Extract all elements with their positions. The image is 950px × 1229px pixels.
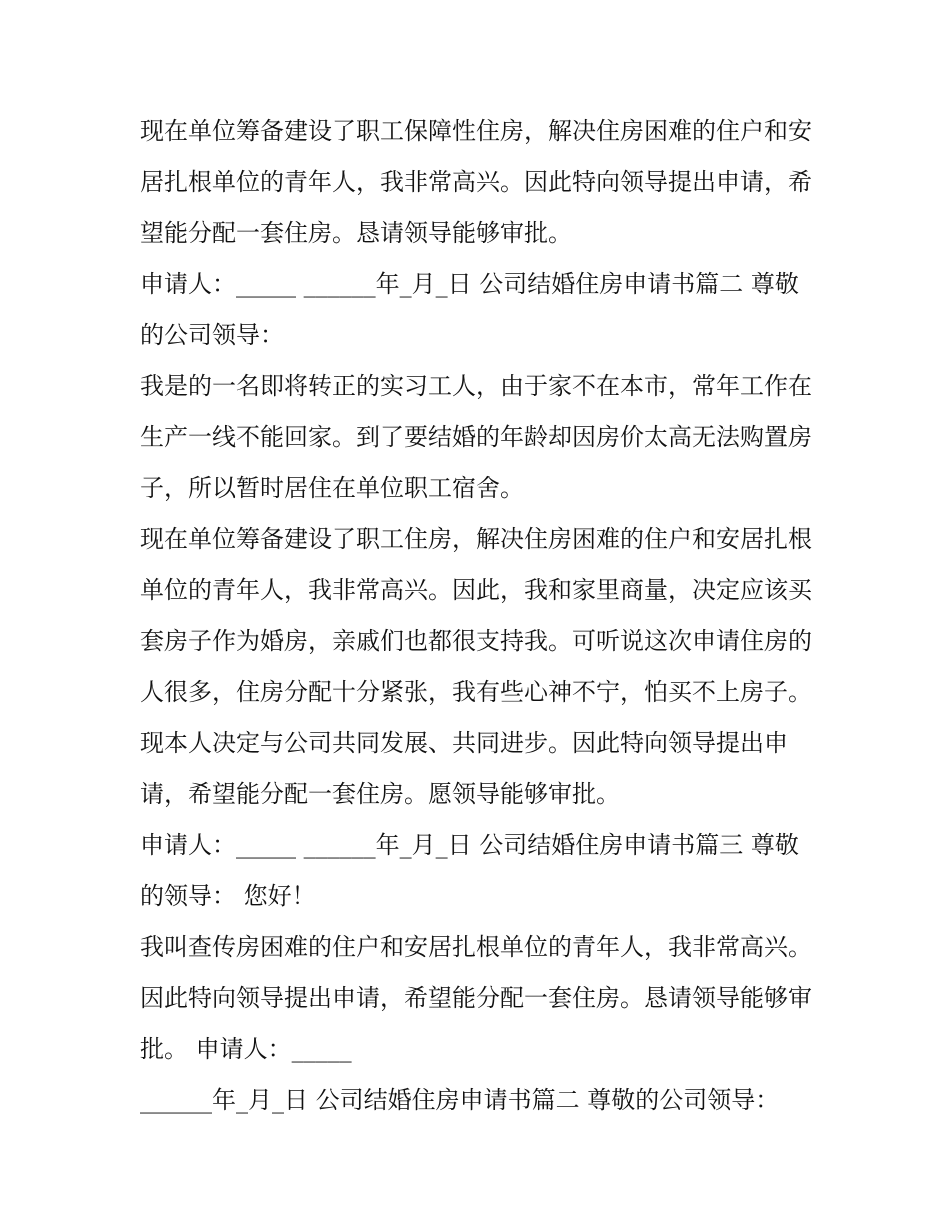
paragraph-6: 我叫查传房困难的住户和安居扎根单位的青年人，我非常高兴。因此特向领导提出申请，希望能分配一套住房。恳请领导能够审批。 申请人：_____ bbox=[140, 933, 812, 1063]
paragraph-5: 申请人：_____ ______年_月_日 公司结婚住房申请书篇三 尊敬的领导： 您好！ bbox=[140, 831, 799, 910]
paragraph-4: 现在单位筹备建设了职工住房，解决住房困难的住户和安居扎根单位的青年人，我非常高兴。因此，我和家里商量，决定应该买套房子作为婚房，亲戚们也都很支持我。可听说这次申请住房的人很多，住房分配十分紧张，我有些心神不宁，怕买不上房子。现本人决定与公司共同发展、共同进步。因此特向领导提出申请，希望能分配一套住房。愿领导能够审批。 bbox=[140, 525, 812, 808]
document-body bbox=[140, 106, 812, 1126]
paragraph-7: ______年_月_日 公司结婚住房申请书篇二 尊敬的公司领导： bbox=[140, 1086, 780, 1114]
paragraph-1: 现在单位筹备建设了职工保障性住房，解决住房困难的住户和安居扎根单位的青年人，我非常高兴。因此特向领导提出申请，希望能分配一套住房。恳请领导能够审批。 bbox=[140, 117, 812, 247]
paragraph-2: 申请人：_____ ______年_月_日 公司结婚住房申请书篇二 尊敬的公司领导： bbox=[140, 270, 799, 349]
paragraph-3: 我是的一名即将转正的实习工人，由于家不在本市，常年工作在生产一线不能回家。到了要结婚的年龄却因房价太高无法购置房子，所以暂时居住在单位职工宿舍。 bbox=[140, 372, 812, 502]
